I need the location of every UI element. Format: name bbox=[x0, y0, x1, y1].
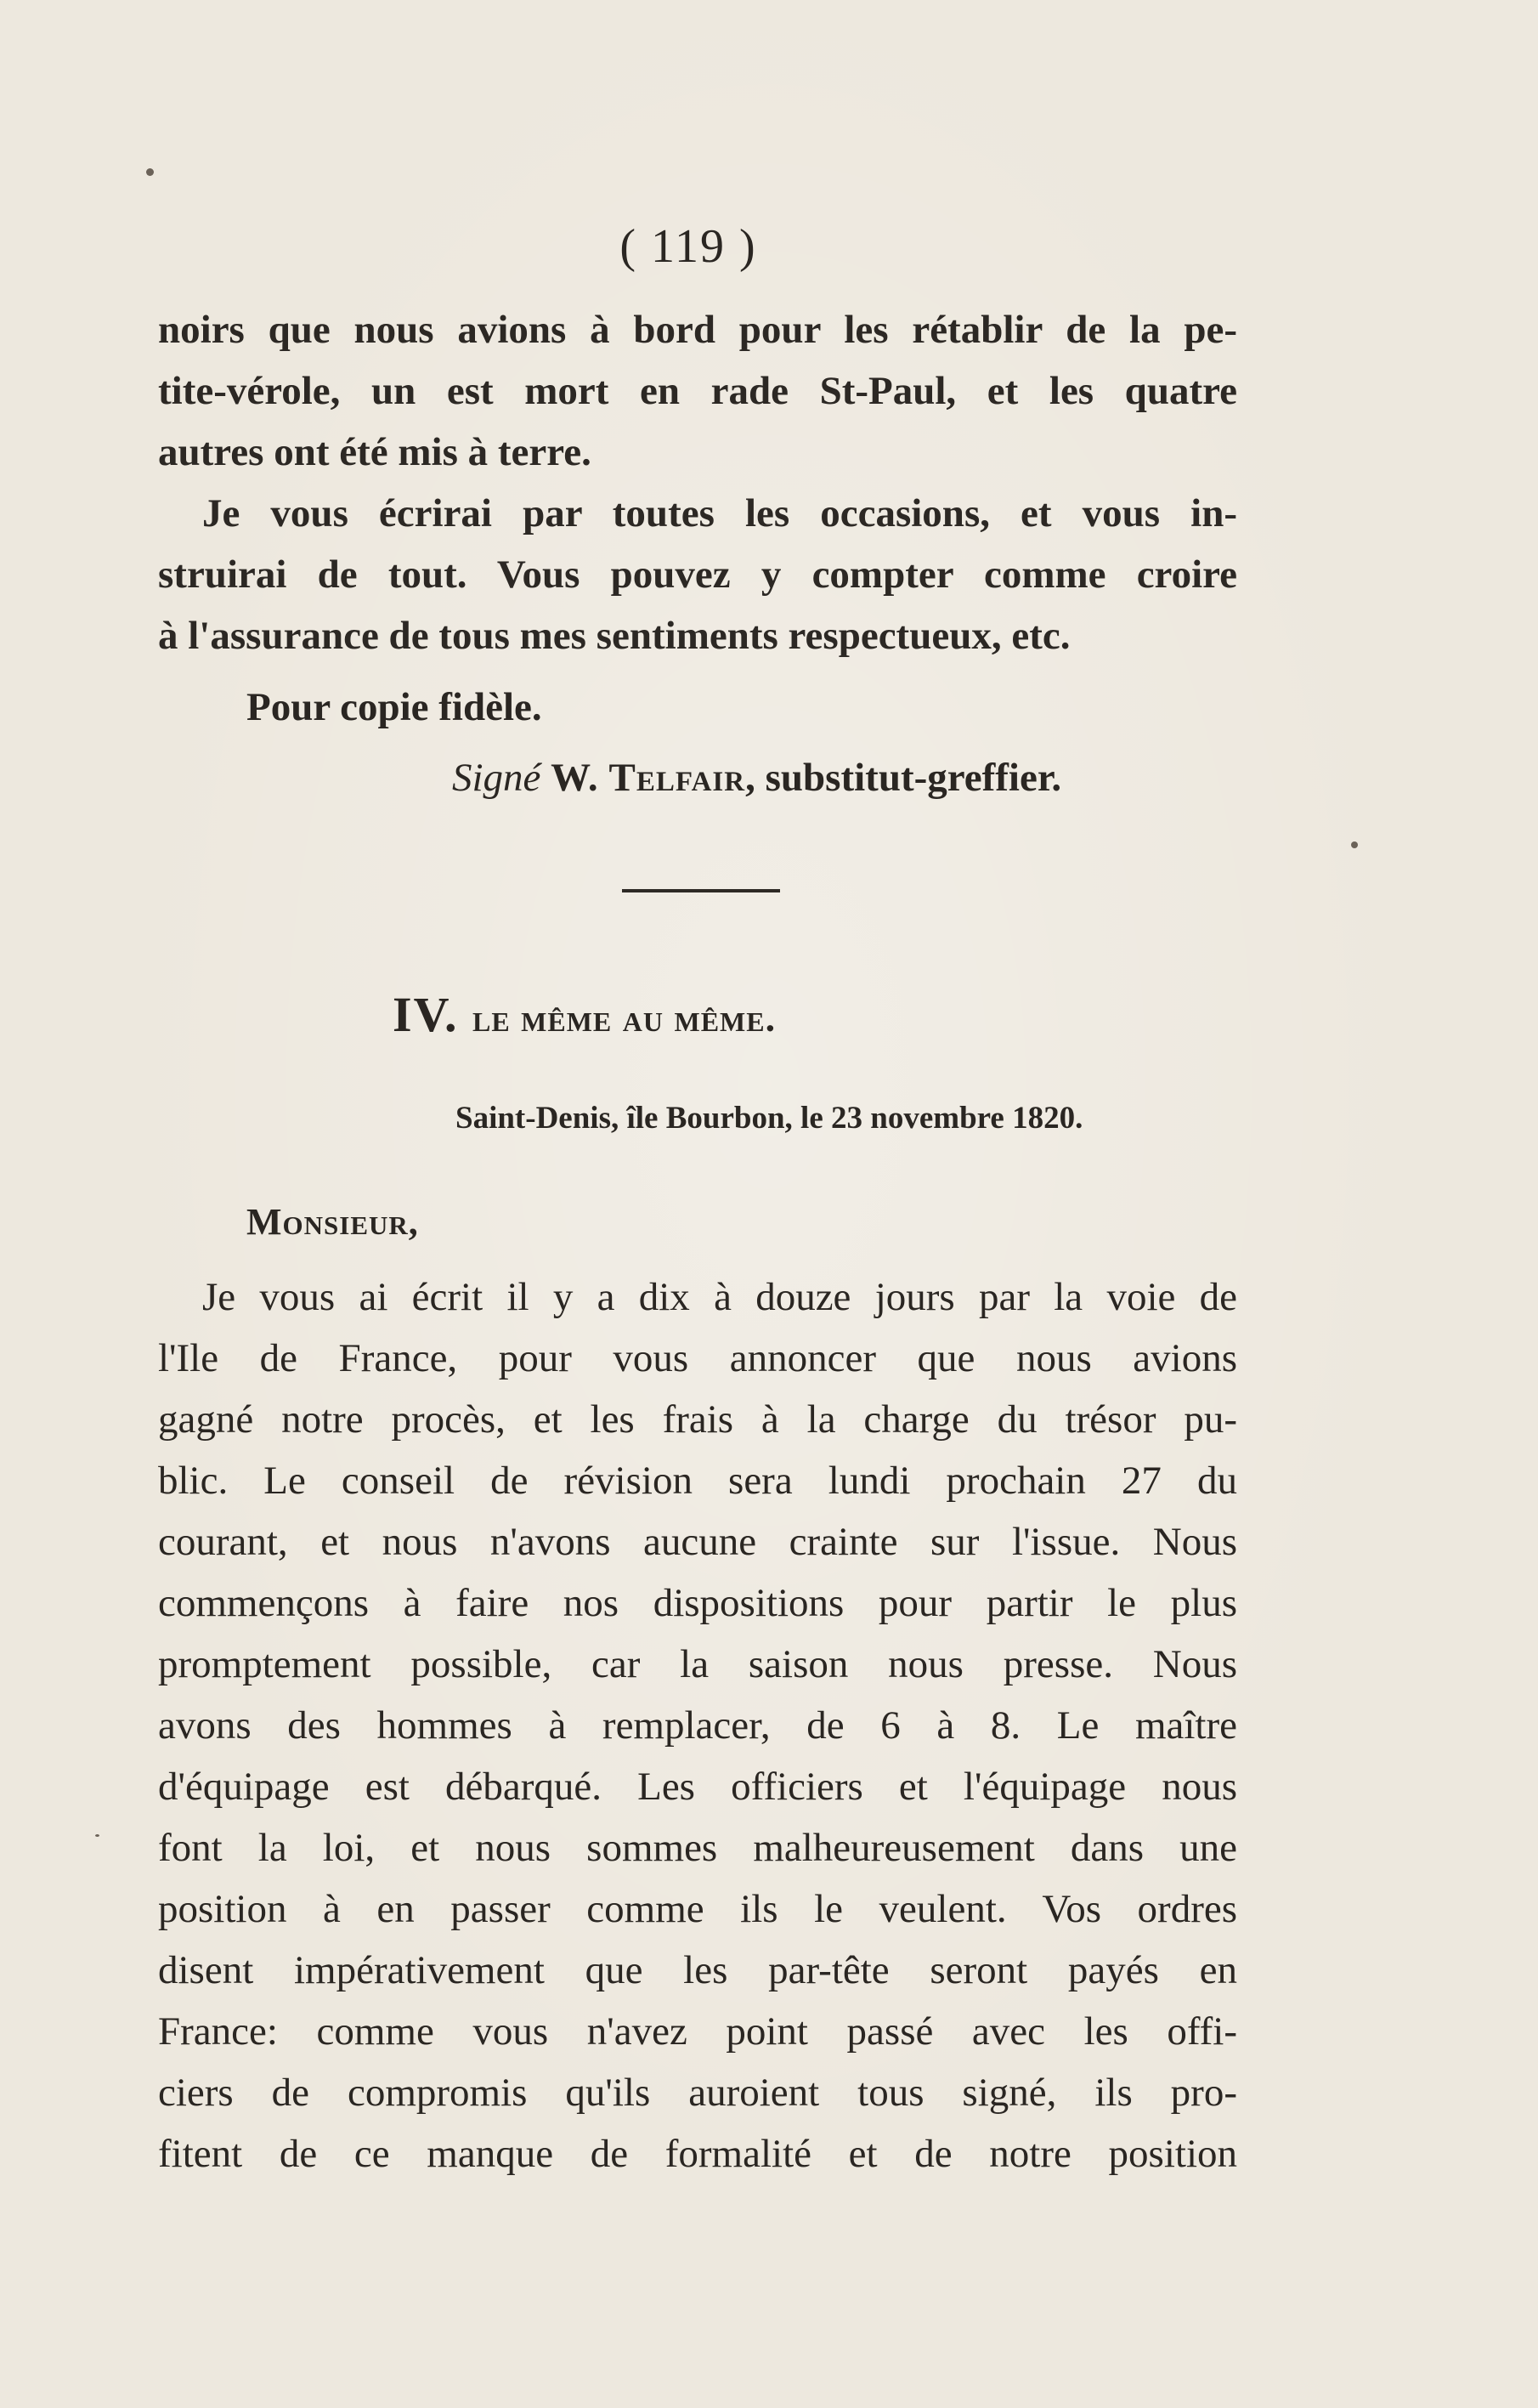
text-line: disent impérativement que les par-tête seront payés en bbox=[158, 1948, 1237, 1992]
paper-speck bbox=[95, 1834, 99, 1837]
text-line: font la loi, et nous sommes malheureusement dans une bbox=[158, 1826, 1237, 1870]
letter-salutation: Monsieur, bbox=[246, 1201, 419, 1243]
text-line: à l'assurance de tous mes sentiments respectueux, etc. bbox=[158, 614, 1071, 658]
text-line: Je vous écrirai par toutes les occasions, et vous in- bbox=[202, 491, 1237, 535]
text-line: promptement possible, car la saison nous presse. Nous bbox=[158, 1642, 1237, 1686]
page-number: ( 119 ) bbox=[619, 220, 757, 273]
certification-line: Pour copie fidèle. bbox=[246, 685, 542, 729]
text-line: position à en passer comme ils le veulent. Vos ordres bbox=[158, 1887, 1237, 1931]
text-line: l'Ile de France, pour vous annoncer que nous avions bbox=[158, 1336, 1237, 1380]
text-line: Je vous ai écrit il y a dix à douze jours par la voie de bbox=[202, 1275, 1237, 1319]
signe-label: Signé bbox=[452, 756, 541, 800]
text-line: avons des hommes à remplacer, de 6 à 8. Le maître bbox=[158, 1703, 1237, 1748]
text-line: courant, et nous n'avons aucune crainte sur l'issue. Nous bbox=[158, 1520, 1237, 1564]
text-line: d'équipage est débarqué. Les officiers et l'équipage nous bbox=[158, 1765, 1237, 1809]
signatory-name: W. Telfair bbox=[551, 756, 746, 800]
text-line: blic. Le conseil de révision sera lundi prochain 27 du bbox=[158, 1459, 1237, 1503]
text-line: fitent de ce manque de formalité et de notre position bbox=[158, 2132, 1237, 2176]
letter-dateline: Saint-Denis, île Bourbon, le 23 novembre 1820. bbox=[455, 1101, 1083, 1136]
signature-line bbox=[452, 755, 1061, 801]
signatory-title: , substitut-greffier. bbox=[745, 756, 1062, 800]
section-heading bbox=[393, 986, 776, 1043]
section-numeral: IV. bbox=[393, 987, 459, 1042]
letter-body bbox=[158, 1266, 1237, 2184]
text-line: ciers de compromis qu'ils auroient tous signé, ils pro- bbox=[158, 2071, 1237, 2115]
section-divider bbox=[622, 889, 780, 892]
section-title-text: le même au même. bbox=[472, 996, 777, 1040]
paper-speck bbox=[146, 168, 154, 176]
text-line: struirai de tout. Vous pouvez y compter comme croire bbox=[158, 552, 1237, 597]
text-line: commençons à faire nos dispositions pour partir le plus bbox=[158, 1581, 1237, 1625]
text-line: tite-vérole, un est mort en rade St-Paul, et les quatre bbox=[158, 369, 1237, 413]
text-line: noirs que nous avions à bord pour les rétablir de la pe- bbox=[158, 308, 1237, 352]
paragraph-continuation bbox=[158, 299, 1237, 666]
paper-speck bbox=[1351, 841, 1358, 848]
text-line: autres ont été mis à terre. bbox=[158, 430, 591, 474]
text-line: France: comme vous n'avez point passé avec les offi- bbox=[158, 2009, 1237, 2054]
text-line: gagné notre procès, et les frais à la charge du trésor pu- bbox=[158, 1397, 1237, 1442]
